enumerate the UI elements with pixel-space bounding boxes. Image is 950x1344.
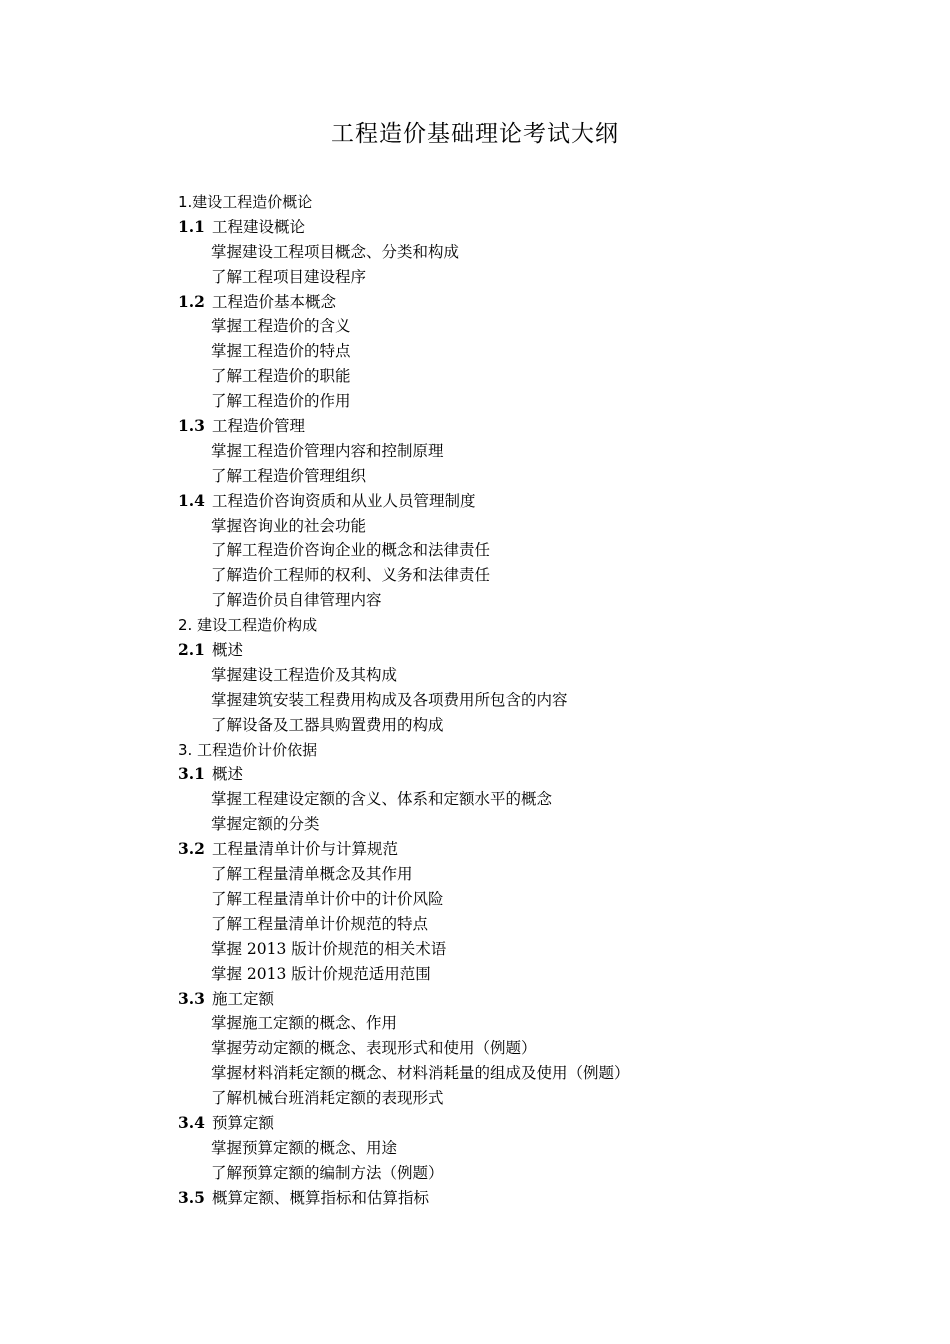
outline-list [178,190,878,1211]
section-heading [178,489,878,514]
outline-item: 了解工程造价管理组织 [211,466,367,485]
section-heading [178,414,878,439]
section-heading [178,1186,878,1211]
outline-item: 了解工程造价的职能 [211,367,351,386]
section-title: 工程造价咨询资质和从业人员管理制度 [211,491,476,510]
section-heading [178,762,878,787]
section-number: 2.1 [178,640,205,660]
chapter-heading: 3. 工程造价计价依据 [178,740,318,759]
outline-item: 掌握建筑安装工程费用构成及各项费用所包含的内容 [211,690,568,709]
outline-item: 了解工程量清单计价中的计价风险 [211,889,444,908]
outline-item: 了解设备及工器具购置费用的构成 [211,715,444,734]
section-number: 3.4 [178,1112,205,1132]
outline-item: 了解工程造价的作用 [211,392,351,411]
outline-item: 了解造价工程师的权利、义务和法律责任 [211,566,491,585]
section-number: 1.4 [178,490,205,510]
outline-item: 了解工程项目建设程序 [211,267,367,286]
outline-item: 了解工程造价咨询企业的概念和法律责任 [211,541,491,560]
outline-item: 掌握建设工程项目概念、分类和构成 [211,242,460,261]
outline-item: 掌握定额的分类 [211,815,320,834]
outline-item: 了解造价员自律管理内容 [211,591,382,610]
section-number: 3.5 [178,1187,205,1207]
outline-item: 了解工程量清单计价规范的特点 [211,914,429,933]
section-number: 1.3 [178,416,205,436]
outline-item: 掌握材料消耗定额的概念、材料消耗量的组成及使用（例题） [211,1064,630,1083]
outline-item: 掌握建设工程造价及其构成 [211,665,398,684]
outline-item: 掌握工程造价的含义 [211,317,351,336]
section-heading [178,987,878,1012]
outline-item: 掌握劳动定额的概念、表现形式和使用（例题） [211,1039,537,1058]
section-title: 工程造价基本概念 [211,292,336,311]
outline-item: 掌握工程造价的特点 [211,342,351,361]
section-title: 施工定额 [211,989,274,1008]
page-title: 工程造价基础理论考试大纲 [331,121,619,147]
section-number: 3.3 [178,988,205,1008]
section-number: 3.2 [178,839,205,859]
outline-item: 掌握工程建设定额的含义、体系和定额水平的概念 [211,790,553,809]
outline-item: 了解预算定额的编制方法（例题） [211,1163,444,1182]
chapter-heading: 2. 建设工程造价构成 [178,616,318,635]
section-number: 1.1 [178,216,205,236]
section-title: 概述 [211,765,243,784]
outline-item: 掌握 2013 版计价规范的相关术语 [211,939,447,958]
section-heading [178,1111,878,1136]
section-title: 概述 [211,641,243,660]
section-title: 预算定额 [211,1113,274,1132]
outline-item: 掌握工程造价管理内容和控制原理 [211,441,444,460]
section-heading [178,215,878,240]
section-title: 工程造价管理 [211,417,305,436]
outline-item: 了解工程量清单概念及其作用 [211,865,413,884]
chapter-heading: 1.建设工程造价概论 [178,193,313,211]
outline-item: 掌握 2013 版计价规范适用范围 [211,964,431,983]
section-heading [178,837,878,862]
section-heading [178,290,878,315]
section-title: 工程量清单计价与计算规范 [211,840,398,859]
outline-item: 了解机械台班消耗定额的表现形式 [211,1089,444,1108]
section-title: 概算定额、概算指标和估算指标 [211,1188,429,1207]
outline-item: 掌握咨询业的社会功能 [211,516,367,535]
outline-item: 掌握预算定额的概念、用途 [211,1138,398,1157]
outline-item: 掌握施工定额的概念、作用 [211,1014,398,1033]
section-number: 3.1 [178,764,205,784]
section-number: 1.2 [178,291,205,311]
section-title: 工程建设概论 [211,217,305,236]
section-heading [178,638,878,663]
